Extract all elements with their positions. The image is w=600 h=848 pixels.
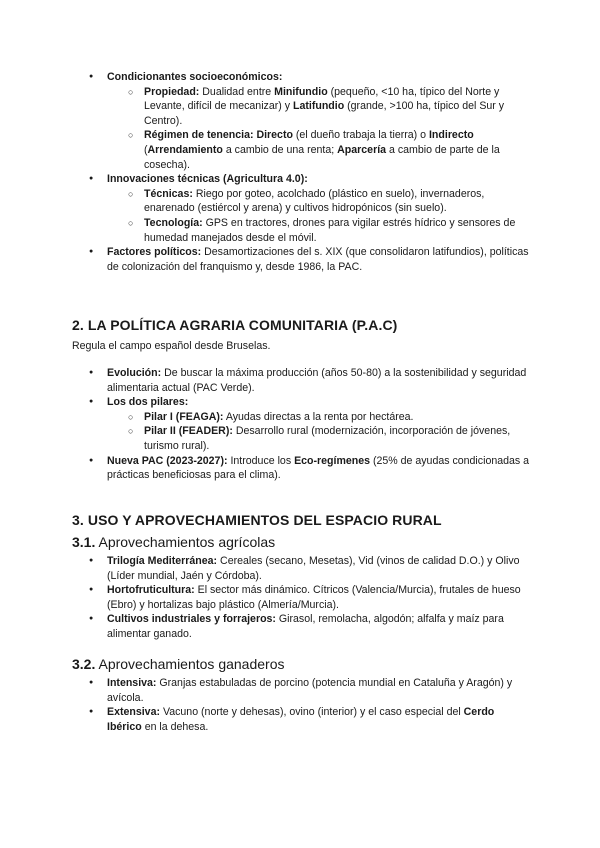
list-item-pilar-2: ○ Pilar II (FEADER): Desarrollo rural (modernización, incorporación de jóvenes, turismo rural). [0, 424, 600, 453]
agricola-list [0, 554, 600, 642]
list-item-politicos: ● Factores políticos: Desamortizaciones del s. XIX (que consolidaron latifundios), políticas de colonización del franquismo y, desde 1986, la PAC. [0, 245, 600, 274]
list-item-pilares: ● Los dos pilares: ○ Pilar I (FEAGA): Ayudas directas a la renta por hectárea. ○ Pilar II (FEADER): Desarrollo rural (modernización, incorporación de jóvenes, turismo rural). [0, 395, 600, 453]
factors-section [0, 70, 600, 274]
factors-list [0, 70, 600, 274]
list-item-extensiva: ● Extensiva: Vacuno (norte y dehesas), ovino (interior) y el caso especial del Cerdo Ibérico en la dehesa. [0, 705, 600, 734]
innovaciones-sublist [107, 187, 530, 245]
section-3-heading: 3. USO Y APROVECHAMIENTOS DEL ESPACIO RURAL [72, 512, 442, 528]
list-item-condicionantes: ● Condicionantes socioeconómicos: ○ Propiedad: Dualidad entre Minifundio (pequeño, <10 ha, típico del Norte y Levante, difícil de mecanizar) y Latifundio (grande, >100 ha, típico del Sur y Centro). ○ Régimen de tenencia: Directo (el dueño trabaja la tierra) o Indirecto (Arrendamiento a cambio de una renta; Aparcería a cambio de parte de la cosecha). [0, 70, 600, 172]
section-2-intro: Regula el campo español desde Bruselas. [72, 340, 271, 352]
section-2-heading: 2. LA POLÍTICA AGRARIA COMUNITARIA (P.A.C) [72, 317, 398, 333]
subsection-3-1-heading: 3.1. Aprovechamientos agrícolas [72, 534, 276, 550]
list-item-propiedad: ○ Propiedad: Dualidad entre Minifundio (pequeño, <10 ha, típico del Norte y Levante, difícil de mecanizar) y Latifundio (grande, >100 ha, típico del Sur y Centro). [0, 85, 600, 129]
agricola-section [0, 554, 600, 642]
list-item-cultivos-industriales: ● Cultivos industriales y forrajeros: Girasol, remolacha, algodón; alfalfa y maíz para alimentar ganado. [0, 612, 600, 641]
list-item-pilar-1: ○ Pilar I (FEAGA): Ayudas directas a la renta por hectárea. [0, 410, 600, 425]
list-item-regimen: ○ Régimen de tenencia: Directo (el dueño trabaja la tierra) o Indirecto (Arrendamiento a cambio de una renta; Aparcería a cambio de parte de la cosecha). [0, 128, 600, 172]
list-item-hortofruticultura: ● Hortofruticultura: El sector más dinámico. Cítricos (Valencia/Murcia), frutales de hueso (Ebro) y hortalizas bajo plástico (Almería/Murcia). [0, 583, 600, 612]
list-item-evolucion: ● Evolución: De buscar la máxima producción (años 50-80) a la sostenibilidad y seguridad alimentaria actual (PAC Verde). [0, 366, 600, 395]
list-item-tecnicas: ○ Técnicas: Riego por goteo, acolchado (plástico en suelo), invernaderos, enarenado (estiércol y arena) y cultivos hidropónicos (sin suelo). [0, 187, 600, 216]
ganadero-list [0, 676, 600, 734]
list-item-innovaciones: ● Innovaciones técnicas (Agricultura 4.0): ○ Técnicas: Riego por goteo, acolchado (plástico en suelo), invernaderos, enarenado (estiércol y arena) y cultivos hidropónicos (sin suelo). ○ Tecnología: GPS en tractores, drones para vigilar estrés hídrico y sensores de humedad manejados desde el móvil. [0, 172, 600, 245]
condicionantes-sublist [107, 85, 530, 173]
subsection-3-2-heading: 3.2. Aprovechamientos ganaderos [72, 656, 285, 672]
ganadero-section [0, 676, 600, 734]
list-item-tecnologia: ○ Tecnología: GPS en tractores, drones para vigilar estrés hídrico y sensores de humedad manejados desde el móvil. [0, 216, 600, 245]
list-item-nueva-pac: ● Nueva PAC (2023-2027): Introduce los Eco-regímenes (25% de ayudas condicionadas a prácticas beneficiosas para el clima). [0, 454, 600, 483]
list-item-trilogia: ● Trilogía Mediterránea: Cereales (secano, Mesetas), Vid (vinos de calidad D.O.) y Olivo (Líder mundial, Jaén y Córdoba). [0, 554, 600, 583]
list-item-intensiva: ● Intensiva: Granjas estabuladas de porcino (potencia mundial en Cataluña y Aragón) y avícola. [0, 676, 600, 705]
pac-section [0, 366, 600, 483]
pilares-sublist [107, 410, 530, 454]
pac-list [0, 366, 600, 483]
